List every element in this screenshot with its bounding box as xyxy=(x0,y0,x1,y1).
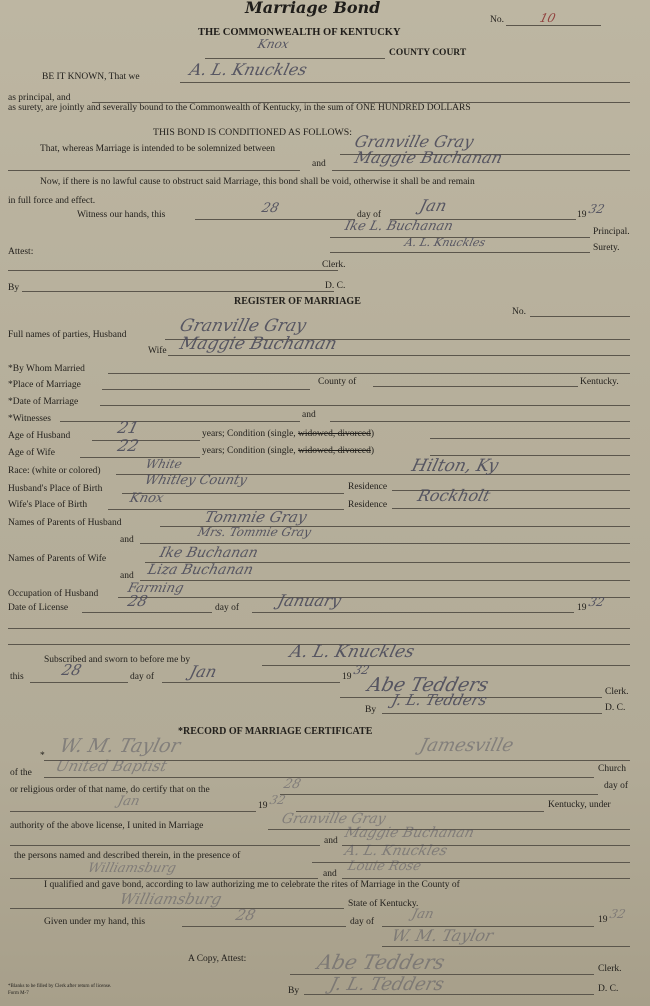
commonwealth-heading: THE COMMONWEALTH OF KENTUCKY xyxy=(198,27,401,38)
cert-month-value: Jan xyxy=(116,794,142,809)
cert-witness-3: Louie Rose xyxy=(346,859,423,874)
kentucky-label: Kentucky. xyxy=(580,377,619,387)
cert-by-label: By xyxy=(288,986,300,996)
register-heading: REGISTER OF MARRIAGE xyxy=(234,296,361,307)
subscriber-name: A. L. Knuckles xyxy=(287,642,417,662)
now-if-text: Now, if there is no lawful cause to obstruct said Marriage, this bond shall be void, otherwise it shall be and remain xyxy=(40,177,475,187)
cert-year-value: 32 xyxy=(268,793,288,807)
bond-number-line xyxy=(506,25,601,26)
church-label: Church xyxy=(598,764,626,774)
wife-residence-label: Residence xyxy=(348,500,388,510)
party2-name: Maggie Buchanan xyxy=(352,148,505,167)
wife-line xyxy=(168,355,630,356)
license-month-line xyxy=(252,612,574,613)
sworn-day-of: day of xyxy=(130,672,155,682)
cert-and-1: and xyxy=(324,836,338,846)
given-day: 28 xyxy=(233,906,258,924)
witnesses-label: *Witnesses xyxy=(8,414,51,424)
license-day: 28 xyxy=(125,592,150,610)
cert-and-2: and xyxy=(323,869,337,879)
date-marriage-label: *Date of Marriage xyxy=(8,397,79,407)
mother-husband: Mrs. Tommie Gray xyxy=(196,525,313,539)
officiant-signature: W. M. Taylor xyxy=(389,926,496,945)
age-husband-value: 21 xyxy=(115,418,141,437)
bond-number-value: 10 xyxy=(538,11,558,25)
occupation-value: Farming xyxy=(126,581,186,596)
bond-month-value: Jan xyxy=(417,196,449,215)
sworn-day-line xyxy=(30,682,128,683)
this-label: this xyxy=(10,672,24,682)
cert-clerk-label: Clerk. xyxy=(598,964,622,974)
age-wife-label: Age of Wife xyxy=(8,448,55,458)
cert-witness-line-2a xyxy=(10,878,318,879)
occupation-line xyxy=(118,597,630,598)
wife-label: Wife xyxy=(148,346,167,356)
bond-number-label: No. xyxy=(490,15,504,25)
full-names-label: Full names of parties, Husband xyxy=(8,330,127,340)
bond-day-line xyxy=(195,219,355,220)
wife-birth-value: Knox xyxy=(128,491,166,506)
given-text: Given under my hand, this xyxy=(44,917,146,927)
copy-attest-label: A Copy, Attest: xyxy=(188,954,247,964)
husband-birth-label: Husband's Place of Birth xyxy=(8,484,103,494)
state-label: State of Kentucky. xyxy=(348,899,419,909)
cert-witness-line-2b xyxy=(342,878,630,879)
cert-clerk-signature: Abe Tedders xyxy=(315,950,448,974)
blank-line-1 xyxy=(8,628,630,629)
witnesses-and: and xyxy=(302,410,316,420)
party1-name: Granville Gray xyxy=(352,132,476,151)
by-whom-label: *By Whom Married xyxy=(8,364,85,374)
husband-residence: Hilton, Ky xyxy=(409,456,501,476)
condition-paren-wife: ) xyxy=(370,446,375,456)
qualified-text: I qualified and gave bond, according to law authorizing me to celebrate the rites of Marriage in the County of xyxy=(44,880,460,890)
register-clerk-signature: Abe Tedders xyxy=(365,674,491,696)
witnesses-line xyxy=(60,421,300,422)
as-principal-text: as principal, and xyxy=(8,93,71,103)
officiant-star: * xyxy=(40,751,45,761)
condition-struck-wife: widowed, divorced xyxy=(298,446,371,456)
condition-text-wife: years; Condition (single, xyxy=(202,446,296,456)
county-of-label: County of xyxy=(318,377,357,387)
bond-by-line xyxy=(22,291,334,292)
sworn-year-suffix: 32 xyxy=(352,663,372,677)
register-no-line xyxy=(530,316,630,317)
age-husband-label: Age of Husband xyxy=(8,431,71,441)
given-year-prefix: 19 xyxy=(598,915,608,925)
principal-name: A. L. Knuckles xyxy=(187,60,310,79)
wife-birth-label: Wife's Place of Birth xyxy=(8,500,88,510)
bond-clerk-label: Clerk. xyxy=(322,260,346,270)
father-wife: Ike Buchanan xyxy=(158,545,260,561)
principal-line xyxy=(180,82,630,83)
license-month: January xyxy=(275,591,344,610)
register-deputy-line xyxy=(382,713,602,714)
footnote-line-2: Form M-7 xyxy=(8,991,29,996)
surety-label: Surety. xyxy=(593,243,620,253)
whereas-text: That, whereas Marriage is intended to be solemnized between xyxy=(40,144,276,154)
groom-name: Granville Gray xyxy=(280,811,388,827)
surety-sig-line xyxy=(330,252,590,253)
parents-husband-label: Names of Parents of Husband xyxy=(8,518,122,528)
father-husband: Tommie Gray xyxy=(202,508,309,526)
condition-paren: ) xyxy=(370,429,375,439)
full-force-text: in full force and effect. xyxy=(8,196,96,206)
license-day-of: day of xyxy=(215,603,240,613)
county-court-label: COUNTY COURT xyxy=(389,48,467,58)
county-line xyxy=(205,58,385,59)
sworn-month-line xyxy=(162,682,340,683)
parents-wife-and: and xyxy=(120,571,134,581)
certificate-heading: *RECORD OF MARRIAGE CERTIFICATE xyxy=(178,726,373,737)
cert-dc-label: D. C. xyxy=(598,984,619,994)
bond-year-suffix: 32 xyxy=(587,202,607,216)
authority-text: authority of the above license, I united in Marriage xyxy=(10,821,204,831)
subscriber-line xyxy=(262,665,630,666)
form-title: Marriage Bond xyxy=(245,0,381,17)
bond-by-label: By xyxy=(8,283,20,293)
cert-day-of: day of xyxy=(604,781,629,791)
wife-residence: Rockholt xyxy=(415,486,493,505)
cert-witness-2: Williamsburg xyxy=(86,861,178,876)
kentucky-under-label: Kentucky, under xyxy=(548,800,611,810)
race-label: Race: (white or colored) xyxy=(8,466,101,476)
subscribed-label: Subscribed and sworn to before me by xyxy=(44,655,191,665)
register-by-label: By xyxy=(365,705,377,715)
conditioned-heading: THIS BOND IS CONDITIONED AS FOLLOWS: xyxy=(153,127,352,138)
cert-day-line xyxy=(280,794,598,795)
party2-line-b xyxy=(332,170,630,171)
cert-county-value: Williamsburg xyxy=(117,890,224,908)
persons-named-text: the persons named and described therein, in the presence of xyxy=(14,851,241,861)
register-wife: Maggie Buchanan xyxy=(177,334,339,354)
footnote-line-1: *Blanks to be filled by Clerk after return of license. xyxy=(8,984,112,989)
age-wife-condition xyxy=(202,447,374,457)
mother-wife-line xyxy=(140,580,630,581)
register-deputy-signature: J. L. Tedders xyxy=(389,691,489,709)
place-label: *Place of Marriage xyxy=(8,380,81,390)
officiant-signature-line xyxy=(382,946,630,947)
given-day-line xyxy=(182,926,346,927)
register-dc-label: D. C. xyxy=(605,703,626,713)
cert-day-value: 28 xyxy=(282,777,303,792)
age-husband-condition xyxy=(202,430,374,440)
husband-birth-value: Whitley County xyxy=(143,473,249,488)
date-license-label: Date of License xyxy=(8,603,69,613)
sworn-day: 28 xyxy=(59,661,84,679)
license-year-suffix: 32 xyxy=(587,595,607,609)
surety-signature: A. L. Knuckles xyxy=(403,236,487,249)
sworn-month: Jan xyxy=(187,662,219,681)
principal-label: Principal. xyxy=(593,227,630,237)
sworn-year-prefix: 19 xyxy=(342,672,352,682)
license-year-prefix: 19 xyxy=(577,603,587,613)
cert-year-prefix: 19 xyxy=(258,801,268,811)
as-surety-text: as surety, are jointly and severally bound to the Commonwealth of Kentucky, in the sum of ONE HUNDRED DOLLARS xyxy=(8,103,471,113)
given-year-suffix: 32 xyxy=(608,907,628,921)
license-day-line xyxy=(82,612,212,613)
condition-line-husband xyxy=(430,438,630,439)
witnesses-line-b xyxy=(330,421,630,422)
and-text: and xyxy=(312,159,326,169)
register-no-label: No. xyxy=(512,307,526,317)
parents-wife-label: Names of Parents of Wife xyxy=(8,554,107,564)
given-day-of: day of xyxy=(350,917,375,927)
age-wife-value: 22 xyxy=(115,436,141,455)
principal-signature: Ike L. Buchanan xyxy=(343,219,455,234)
parents-husband-and: and xyxy=(120,535,134,545)
bride-line-a xyxy=(10,845,320,846)
cert-deputy-line xyxy=(304,994,594,995)
occupation-label: Occupation of Husband xyxy=(8,589,99,599)
county-of-line xyxy=(373,386,578,387)
be-it-known-text: BE IT KNOWN, That we xyxy=(42,72,140,82)
given-month: Jan xyxy=(410,907,436,922)
register-clerk-label: Clerk. xyxy=(605,687,629,697)
bond-dc-label: D. C. xyxy=(325,281,346,291)
place-line xyxy=(102,389,310,390)
county-value: Knox xyxy=(256,37,291,51)
mother-husband-line xyxy=(140,543,630,544)
age-husband-line xyxy=(92,440,200,441)
condition-text: years; Condition (single, xyxy=(202,429,296,439)
officiant-name: W. M. Taylor xyxy=(57,735,183,757)
of-the-label: of the xyxy=(10,768,32,778)
date-marriage-line xyxy=(100,405,630,406)
church-line xyxy=(44,777,594,778)
bond-year-prefix: 19 xyxy=(577,210,587,220)
attest-line xyxy=(8,270,338,271)
officiant-residence: Jamesville xyxy=(417,735,516,756)
cert-witness-1: A. L. Knuckles xyxy=(343,843,449,859)
bond-day-value: 28 xyxy=(260,201,281,216)
condition-struck: widowed, divorced xyxy=(298,429,371,439)
bride-name: Maggie Buchanan xyxy=(343,825,476,841)
church-value: United Baptist xyxy=(53,757,169,775)
witness-hands-text: Witness our hands, this xyxy=(77,210,166,220)
cert-month-line xyxy=(10,811,256,812)
cert-deputy-signature: J. L. Tedders xyxy=(327,974,447,995)
wife-residence-line xyxy=(392,508,630,509)
mother-wife: Liza Buchanan xyxy=(146,562,255,578)
attest-label: Attest: xyxy=(8,247,34,257)
cert-county-line xyxy=(10,908,344,909)
by-whom-line xyxy=(108,373,630,374)
religious-order-text: or religious order of that name, do certify that on the xyxy=(10,785,210,795)
husband-residence-label: Residence xyxy=(348,482,388,492)
party2-line-a xyxy=(8,170,300,171)
register-husband: Granville Gray xyxy=(177,316,309,336)
race-value: White xyxy=(144,457,184,471)
bond-day-of: day of xyxy=(357,210,382,220)
